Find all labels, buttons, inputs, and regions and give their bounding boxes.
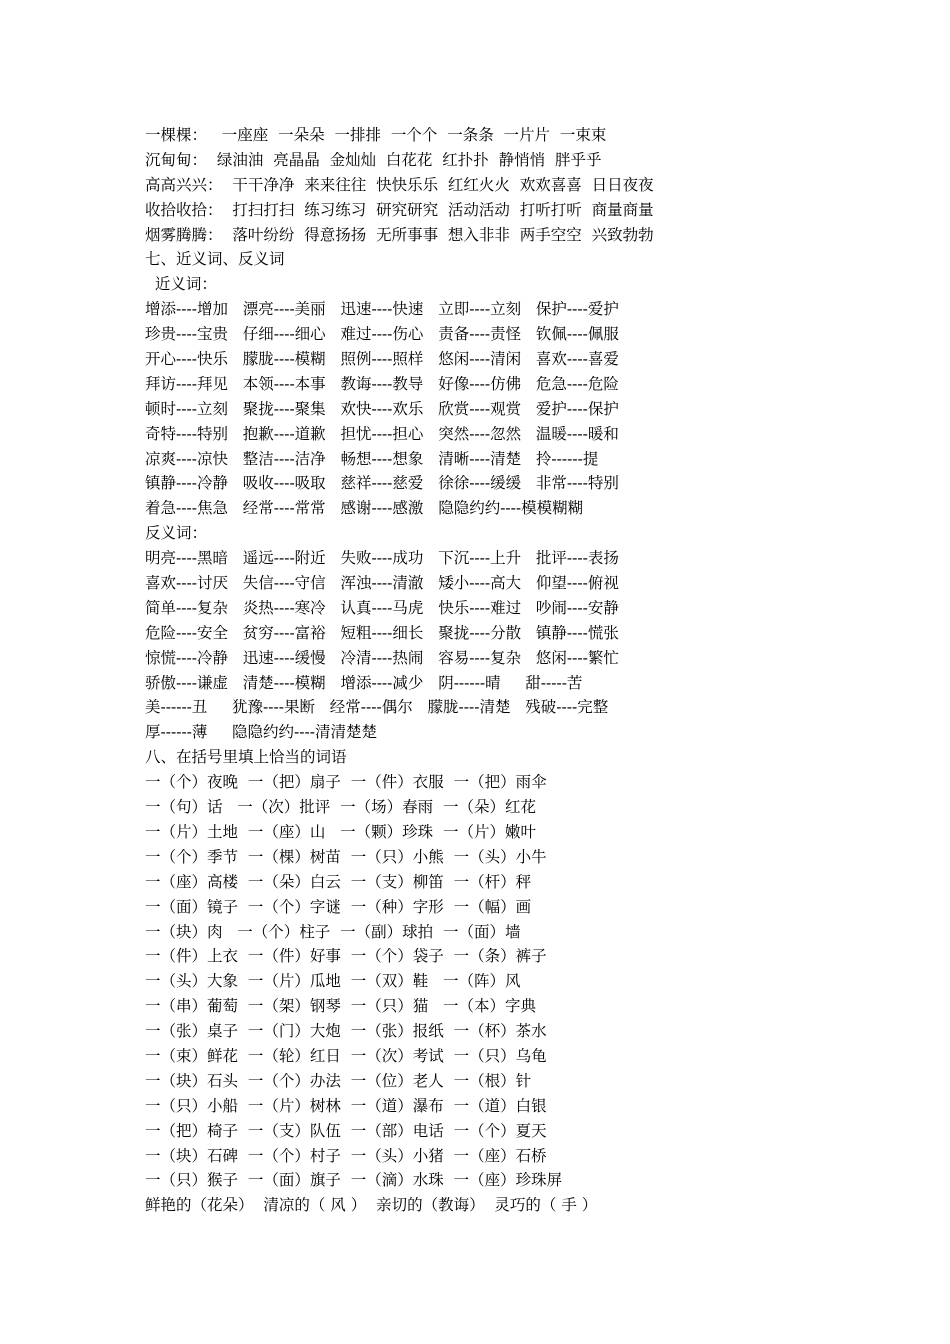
text-line: 一（个）季节 一（棵）树苗 一（只）小熊 一（头）小牛	[145, 847, 547, 866]
text-line: 顿时----立刻 聚拢----聚集 欢快----欢乐 欣赏----观赏 爱护----保护	[145, 399, 619, 418]
text-line: 一（串）葡萄 一（架）钢琴 一（只）猫 一（本）字典	[145, 997, 536, 1016]
text-line: 沉甸甸： 绿油油 亮晶晶 金灿灿 白花花 红扑扑 静悄悄 胖乎乎	[145, 150, 602, 169]
text-line: 明亮----黑暗 遥远----附近 失败----成功 下沉----上升 批评----表扬	[145, 549, 619, 568]
text-line: 一（句）话 一（次）批评 一（场）春雨 一（朵）红花	[145, 798, 536, 817]
text-line: 近义词：	[145, 275, 217, 294]
text-line: 烟雾腾腾： 落叶纷纷 得意扬扬 无所事事 想入非非 两手空空 兴致勃勃	[145, 225, 654, 244]
text-line: 一（块）石头 一（个）办法 一（位）老人 一（根）针	[145, 1071, 532, 1090]
text-line: 一（件）上衣 一（件）好事 一（个）袋子 一（条）裤子	[145, 947, 547, 966]
text-line: 鲜艳的（花朵） 清凉的（ 风 ） 亲切的（教诲） 灵巧的（ 手 ）	[145, 1196, 598, 1215]
text-line: 一（面）镜子 一（个）字谜 一（种）字形 一（幅）画	[145, 897, 532, 916]
text-line: 厚------薄 隐隐约约----清清楚楚	[145, 723, 378, 742]
text-line: 收拾收拾： 打扫打扫 练习练习 研究研究 活动活动 打听打听 商量商量	[145, 200, 654, 219]
text-line: 危险----安全 贫穷----富裕 短粗----细长 聚拢----分散 镇静----慌张	[145, 623, 619, 642]
text-line: 八、在括号里填上恰当的词语	[145, 748, 347, 767]
text-line: 珍贵----宝贵 仔细----细心 难过----伤心 责备----责怪 钦佩----佩服	[145, 325, 619, 344]
text-line: 美------丑 犹豫----果断 经常----偶尔 朦胧----清楚 残破----完整	[145, 698, 609, 717]
text-line: 一（块）石碑 一（个）村子 一（头）小猪 一（座）石桥	[145, 1146, 547, 1165]
text-line: 一（束）鲜花 一（轮）红日 一（次）考试 一（只）乌龟	[145, 1046, 547, 1065]
text-line: 凉爽----凉快 整洁----洁净 畅想----想象 清晰----清楚 拎------提	[145, 449, 599, 468]
text-line: 骄傲----谦虚 清楚----模糊 增添----减少 阴------晴 甜-----苦	[145, 673, 583, 692]
text-line: 一（张）桌子 一（门）大炮 一（张）报纸 一（杯）茶水	[145, 1022, 547, 1041]
text-line: 拜访----拜见 本领----本事 教诲----教导 好像----仿佛 危急----危险	[145, 374, 619, 393]
text-line: 一（只）小船 一（片）树林 一（道）瀑布 一（道）白银	[145, 1096, 547, 1115]
text-line: 开心----快乐 朦胧----模糊 照例----照样 悠闲----清闲 喜欢----喜爱	[145, 350, 619, 369]
text-line: 一（只）猴子 一（面）旗子 一（滴）水珠 一（座）珍珠屏	[145, 1171, 563, 1190]
text-line: 着急----焦急 经常----常常 感谢----感激 隐隐约约----模模糊糊	[145, 499, 584, 518]
text-line: 一（个）夜晚 一（把）扇子 一（件）衣服 一（把）雨伞	[145, 773, 547, 792]
text-line: 七、近义词、反义词	[145, 250, 285, 269]
text-line: 一棵棵： 一座座 一朵朵 一排排 一个个 一条条 一片片 一束束	[145, 126, 607, 144]
text-line: 一（头）大象 一（片）瓜地 一（双）鞋 一（阵）风	[145, 972, 521, 991]
text-line: 镇静----冷静 吸收----吸取 慈祥----慈爱 徐徐----缓缓 非常----特别	[145, 474, 619, 493]
text-line: 增添----增加 漂亮----美丽 迅速----快速 立即----立刻 保护----爱护	[145, 300, 619, 319]
text-line: 奇特----特别 抱歉----道歉 担忧----担心 突然----忽然 温暖----暖和	[145, 424, 619, 443]
text-line: 一（片）土地 一（座）山 一（颗）珍珠 一（片）嫩叶	[145, 822, 536, 841]
text-line: 喜欢----讨厌 失信----守信 浑浊----清澈 矮小----高大 仰望----俯视	[145, 574, 619, 593]
text-line: 一（座）高楼 一（朵）白云 一（支）柳笛 一（杆）秤	[145, 872, 532, 891]
text-line: 高高兴兴： 干干净净 来来往往 快快乐乐 红红火火 欢欢喜喜 日日夜夜	[145, 175, 654, 194]
text-line: 一（块）肉 一（个）柱子 一（副）球拍 一（面）墙	[145, 922, 521, 941]
text-line: 简单----复杂 炎热----寒冷 认真----马虎 快乐----难过 吵闹----安静	[145, 598, 619, 617]
document-body	[145, 123, 785, 1218]
text-line: 反义词：	[145, 524, 208, 543]
text-line: 惊慌----冷静 迅速----缓慢 冷清----热闹 容易----复杂 悠闲----繁忙	[145, 648, 619, 667]
text-line: 一（把）椅子 一（支）队伍 一（部）电话 一（个）夏天	[145, 1121, 547, 1140]
